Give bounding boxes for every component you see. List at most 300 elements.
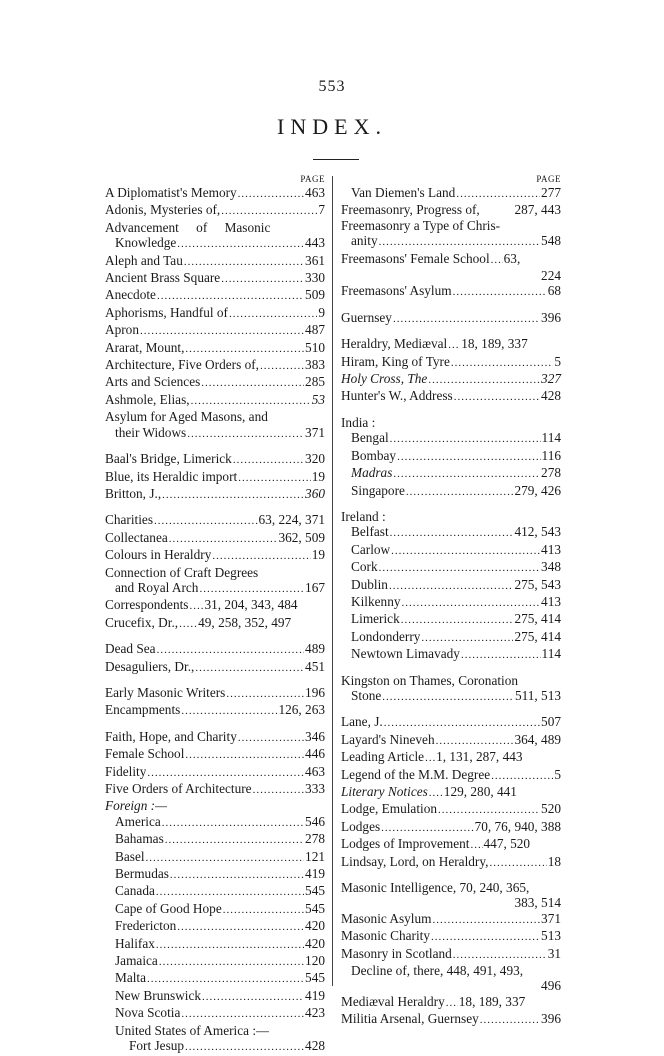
entry-page: 423 [305,1005,325,1021]
dot-leader [421,631,513,646]
entry-text: Dead Sea [105,641,156,657]
index-entry [341,185,561,202]
entry-text: A Diplomatist's Memory [105,185,237,200]
index-entry [341,354,561,371]
dot-leader [238,471,311,486]
index-entry [341,542,561,559]
index-entry [105,659,325,676]
entry-page: 120 [305,953,325,969]
entry-text: United States of America :— [115,1022,270,1038]
entry-page: 463 [305,185,325,200]
index-entry [341,594,561,611]
entry-page: 463 [305,763,325,779]
entry-page: 7 [318,202,325,218]
index-entry [105,849,325,866]
dot-leader [491,253,503,268]
index-entry [105,781,325,798]
entry-text: Colours in Heraldry [105,547,212,563]
entry-text: Faith, Hope, and Charity [105,728,237,744]
entry-text: Knowledge [115,235,177,251]
entry-text: Baal's Bridge, Limerick [105,451,232,467]
entry-text: Advancement of Masonic [105,219,271,235]
dot-leader [489,856,546,871]
index-entry [105,970,325,987]
entry-text: Hiram, King of Tyre [341,353,450,369]
entry-page: 167 [305,579,325,595]
entry-text: Architecture, Five Orders of, [105,357,259,373]
index-entry [341,854,561,871]
dot-leader [226,687,304,702]
entry-page: 53 [311,391,325,407]
dot-leader [453,285,547,300]
entry-page: 278 [541,465,561,481]
dot-leader [181,704,277,719]
index-entry [105,918,325,935]
entry-page: 487 [305,322,325,338]
index-entry [341,218,561,233]
entry-text: Bahamas [115,831,164,847]
index-entry [341,1011,561,1028]
entry-page: 451 [305,658,325,674]
entry-text: Singapore [351,482,405,498]
index-entry [105,953,325,970]
entry-text: Limerick [351,611,400,627]
entry-page: 31, 204, 343, 484 [204,597,298,613]
dot-leader [184,255,304,270]
dot-leader [393,312,540,327]
entry-page: 63, [503,250,521,266]
dot-leader [381,821,473,836]
index-entry [341,978,561,993]
entry-text: Female School [105,746,185,762]
index-column-right [341,173,561,1029]
entry-text: Apron [105,322,139,338]
index-entry [105,409,325,424]
index-entry [105,253,325,270]
index-entry [341,928,561,945]
entry-page: 348 [541,559,561,575]
dot-leader [212,549,310,564]
entry-text: Fredericton [115,918,177,934]
entry-page: 1, 131, 287, 443 [436,749,523,765]
dot-leader [382,690,514,705]
entry-page: 428 [541,388,561,404]
entry-page: 31 [547,945,561,961]
entry-text: Collectanea [105,529,168,545]
dot-leader [456,187,540,202]
entry-page: 285 [305,374,325,390]
entry-text: Mediæval Heraldry [341,993,445,1009]
entry-page: 129, 280, 441 [443,784,517,799]
dot-leader [165,833,304,848]
entry-page: 126, 263 [278,702,325,718]
entry-page: 510 [305,339,325,355]
index-entry [341,749,561,766]
dot-leader [201,376,304,391]
index-entry [105,1038,325,1055]
index-entry [341,895,561,910]
entry-page: 360 [305,485,325,501]
entry-text: Ireland : [341,508,386,524]
entry-page: 496 [541,978,561,994]
index-entry [105,597,325,614]
entry-text: Newtown Limavady [351,646,460,662]
entry-page: 275, 414 [514,628,561,644]
dot-leader [379,561,540,576]
entry-page: 511, 513 [514,687,561,703]
entry-text: Militia Arsenal, Guernsey [341,1011,479,1027]
entry-text: Leading Article [341,749,425,765]
dot-leader [146,851,305,866]
entry-text: Layard's Nineveh [341,731,435,747]
entry-text: Charities [105,512,154,528]
entry-text: Masonic Intelligence, 70, 240, 365, [341,880,530,896]
index-entry [105,287,325,304]
entry-text: Asylum for Aged Masons, and [105,409,268,425]
entry-page: 287, 443 [514,202,561,218]
index-entry [105,702,325,719]
entry-page: 520 [541,801,561,817]
entry-text: Lane, J. [341,714,383,730]
entry-page: 371 [305,424,325,440]
dot-leader [446,996,458,1011]
dot-leader [428,373,540,388]
index-entry [105,220,325,235]
index-entry [105,565,325,580]
dot-leader [451,356,553,371]
entry-page: 68 [547,283,561,299]
index-entry [341,233,561,250]
entry-page: 114 [541,430,561,446]
column-header: PAGE [536,174,561,184]
entry-text: Literary Notices [341,784,428,799]
index-entry [341,688,561,705]
entry-text: Cork [351,559,378,575]
entry-text: Lodge, Emulation [341,801,438,817]
entry-text: Ashmole, Elias, [105,391,190,407]
entry-text: Freemasons' Female School [341,250,490,266]
index-entry [341,559,561,576]
index-entry [105,235,325,252]
dot-leader [389,579,514,594]
entry-text: anity [351,233,378,249]
index-entry [341,946,561,963]
index-entry [105,764,325,781]
index-entry [105,901,325,918]
entry-text: and Royal Arch [115,579,199,595]
index-entry [105,185,325,202]
entry-text: Nova Scotia [115,1005,181,1021]
entry-text: Lindsay, Lord, on Heraldry, [341,853,489,869]
entry-text: Masonic Asylum [341,910,432,926]
dot-leader [229,307,317,322]
index-entry [105,374,325,391]
dot-leader [191,394,311,409]
index-entry [341,430,561,447]
entry-page: 121 [305,848,325,864]
index-entry [105,641,325,658]
entry-text: Kilkenny [351,593,401,609]
entry-page: 19 [311,468,325,484]
entry-text: Kingston on Thames, Coronation [341,672,519,688]
index-entry [105,451,325,468]
entry-page: 330 [305,270,325,286]
dot-leader [177,237,304,252]
entry-page: 383, 514 [514,895,561,911]
entry-text: Madras [351,465,393,481]
index-entry [341,577,561,594]
index-entry [341,524,561,541]
entry-text: Dublin [351,576,388,592]
dot-leader [221,204,317,219]
index-entry [105,1005,325,1022]
index-entry [105,340,325,357]
dot-leader [157,289,304,304]
entry-page: 412, 543 [514,524,561,540]
dot-leader [147,972,304,987]
index-entry [105,866,325,883]
entry-page: 396 [541,1011,561,1027]
entry-page: 413 [541,541,561,557]
entry-text: Bengal [351,430,389,446]
dot-leader [147,766,304,781]
entry-text: Holy Cross, The [341,371,428,387]
dot-leader [379,235,540,250]
entry-page: 327 [541,371,561,387]
entry-page: 70, 76, 940, 388 [474,818,561,834]
dot-leader [170,868,304,883]
entry-text: Fort Jesup [129,1038,185,1054]
index-entry [105,883,325,900]
index-entry [341,415,561,430]
entry-page: 114 [541,646,561,662]
dot-leader [425,751,435,766]
entry-text: India : [341,414,376,430]
index-entry [341,283,561,300]
dot-leader [448,338,460,353]
entry-page: 428 [305,1038,325,1054]
entry-text: Correspondents [105,597,189,613]
dot-leader [491,769,553,784]
entry-text: Anecdote [105,287,156,303]
entry-text: Van Diemen's Land [351,185,456,200]
index-entry [105,798,325,813]
entry-page: 361 [305,252,325,268]
index-entry [341,714,561,731]
entry-text: Freemasonry a Type of Chris- [341,217,501,233]
entry-text: Connection of Craft Degrees [105,564,259,580]
entry-text: Cape of Good Hope [115,900,222,916]
dot-leader [179,617,197,632]
index-entry [105,530,325,547]
entry-text: Basel [115,848,145,864]
dot-leader [393,467,540,482]
index-entry [105,322,325,339]
dot-leader [480,1013,540,1028]
entry-text: Freemasons' Asylum [341,283,452,299]
title-rule [313,159,359,160]
dot-leader [391,544,540,559]
index-entry [341,465,561,482]
dot-leader [185,748,304,763]
dot-leader [159,955,304,970]
entry-page: 364, 489 [514,731,561,747]
entry-page: 63, 224, 371 [258,512,325,528]
index-column-left [105,173,325,1056]
entry-text: America [115,813,161,829]
entry-page: 278 [305,831,325,847]
index-entry [341,963,561,978]
index-entry [341,880,561,895]
entry-text: Bermudas [115,866,169,882]
entry-text: Masonic Charity [341,928,431,944]
dot-leader [199,582,304,597]
entry-text: Blue, its Heraldic import [105,468,238,484]
dot-leader [185,1040,304,1055]
index-entry [341,646,561,663]
entry-text: Arts and Sciences [105,374,201,390]
index-entry [341,336,561,353]
entry-page: 413 [541,593,561,609]
index-entry [105,202,325,219]
entry-page: 320 [305,451,325,467]
dot-leader [221,272,304,287]
index-entry [341,784,561,801]
dot-leader [156,885,304,900]
dot-leader [233,453,304,468]
dot-leader [223,903,304,918]
entry-text: their Widows [115,424,187,440]
index-entry [105,615,325,632]
dot-leader [238,731,304,746]
entry-page: 396 [541,309,561,325]
index-entry [105,486,325,503]
dot-leader [260,359,304,374]
index-entry [105,270,325,287]
index-entry [341,611,561,628]
entry-page: 346 [305,728,325,744]
index-entry [341,911,561,928]
entry-page: 49, 258, 352, 497 [198,614,292,630]
entry-page: 443 [305,235,325,251]
entry-page: 333 [305,781,325,796]
entry-text: Early Masonic Writers [105,684,226,700]
dot-leader [406,485,514,500]
dot-leader [189,599,203,614]
index-entry [341,251,561,268]
dot-leader [401,613,514,628]
entry-page: 545 [305,883,325,899]
index-entry [105,831,325,848]
entry-text: Jamaica [115,953,158,969]
entry-text: Fidelity [105,763,147,779]
dot-leader [471,838,483,853]
index-entry [105,580,325,597]
dot-leader [177,920,304,935]
entry-text: Malta [115,970,147,986]
column-divider [332,176,333,986]
dot-leader [436,734,514,749]
entry-page: 18, 189, 337 [461,336,528,352]
entry-page: 383 [305,357,325,373]
entry-page: 18 [547,853,561,869]
index-entry [341,268,561,283]
dot-leader [169,532,278,547]
dot-leader [461,648,541,663]
entry-text: Foreign :— [105,798,167,814]
index-entry [105,512,325,529]
index-entry [341,388,561,405]
dot-leader [402,596,541,611]
entry-page: 513 [541,928,561,944]
index-entry [105,729,325,746]
entry-text: New Brunswick [115,987,202,1003]
entry-text: Five Orders of Architecture [105,781,252,796]
index-entry [105,746,325,763]
index-entry [341,767,561,784]
entry-page: 420 [305,918,325,934]
dot-leader [157,643,304,658]
index-entry [105,936,325,953]
entry-page: 275, 543 [514,576,561,592]
entry-page: 446 [305,746,325,762]
entry-text: Belfast [351,524,389,540]
dot-leader [433,913,541,928]
entry-page: 419 [305,866,325,882]
dot-leader [454,390,540,405]
entry-page: 548 [541,233,561,249]
entry-page: 196 [305,684,325,700]
dot-leader [253,783,304,798]
entry-page: 489 [305,641,325,657]
entry-page: 18, 189, 337 [458,993,526,1009]
entry-text: Heraldry, Mediæval [341,336,448,352]
index-entry [341,836,561,853]
index-entry [341,448,561,465]
index-entry [341,483,561,500]
entry-page: 546 [305,813,325,829]
dot-leader [185,342,304,357]
index-entry [341,509,561,524]
entry-page: 279, 426 [514,482,561,498]
entry-text: Crucefix, Dr., [105,614,179,630]
entry-text: Ancient Brass Square [105,270,221,286]
entry-page: 5 [554,766,561,782]
index-entry [105,469,325,486]
index-entry [105,357,325,374]
index-entry [341,732,561,749]
entry-text: Aleph and Tau [105,252,183,268]
page-number: 553 [318,78,346,95]
entry-text: Lodges of Improvement [341,836,470,852]
index-entry [105,1023,325,1038]
dot-leader [181,1007,304,1022]
dot-leader [195,661,304,676]
index-entry [105,392,325,409]
entry-page: 545 [305,970,325,986]
index-entry [341,673,561,688]
index-entry [105,988,325,1005]
entry-page: 275, 414 [514,611,561,627]
entry-page: 545 [305,900,325,916]
index-entry [341,371,561,388]
dot-leader [156,938,304,953]
entry-text: Lodges [341,818,381,834]
index-entry [105,425,325,442]
entry-text: Legend of the M.M. Degree [341,766,491,782]
entry-text: Adonis, Mysteries of, [105,202,221,218]
dot-leader [238,187,304,202]
